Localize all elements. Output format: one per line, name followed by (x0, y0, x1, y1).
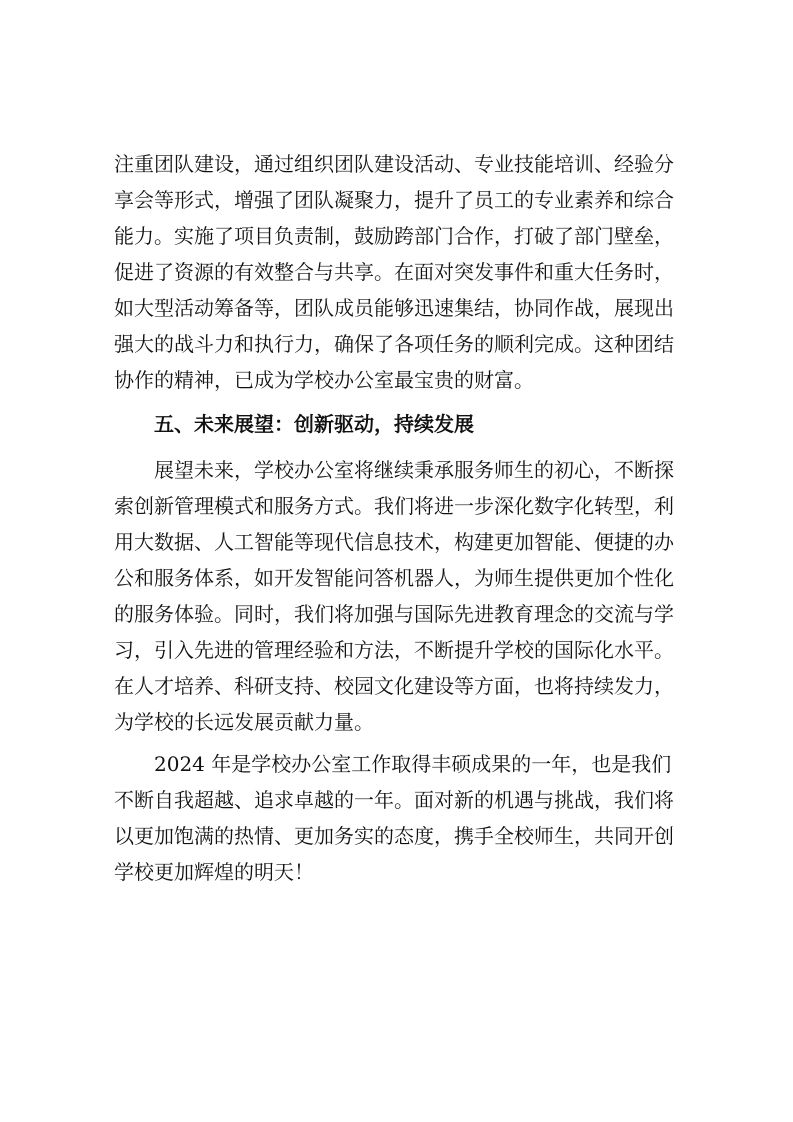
paragraph-line: 促进了资源的有效整合与共享。在面对突发事件和重大任务时， (114, 260, 674, 284)
paragraph-line: 公和服务体系，如开发智能问答机器人，为师生提供更加个性化 (114, 566, 674, 590)
paragraph-line: 展望未来，学校办公室将继续秉承服务师生的初心，不断探 (154, 458, 674, 482)
paragraph-line: 注重团队建设，通过组织团队建设活动、专业技能培训、经验分 (114, 152, 674, 176)
paragraph-line: 如大型活动筹备等，团队成员能够迅速集结，协同作战，展现出 (114, 296, 674, 320)
paragraph-line: 强大的战斗力和执行力，确保了各项任务的顺利完成。这种团结 (114, 332, 674, 356)
paragraph-line: 能力。实施了项目负责制，鼓励跨部门合作，打破了部门壁垒， (114, 224, 674, 248)
section-heading: 五、未来展望：创新驱动，持续发展 (154, 412, 474, 436)
paragraph-line: 索创新管理模式和服务方式。我们将进一步深化数字化转型，利 (114, 494, 674, 518)
paragraph-line: 2024 年是学校办公室工作取得丰硕成果的一年，也是我们 (154, 752, 672, 776)
paragraph-line: 学校更加辉煌的明天！ (114, 860, 314, 884)
paragraph-line: 的服务体验。同时，我们将加强与国际先进教育理念的交流与学 (114, 602, 674, 626)
paragraph-line: 不断自我超越、追求卓越的一年。面对新的机遇与挑战，我们将 (114, 788, 674, 812)
paragraph-line: 享会等形式，增强了团队凝聚力，提升了员工的专业素养和综合 (114, 188, 674, 212)
paragraph-line: 用大数据、人工智能等现代信息技术，构建更加智能、便捷的办 (114, 530, 674, 554)
paragraph-line: 在人才培养、科研支持、校园文化建设等方面，也将持续发力， (114, 674, 674, 698)
paragraph-line: 为学校的长远发展贡献力量。 (114, 710, 374, 734)
paragraph-line: 协作的精神，已成为学校办公室最宝贵的财富。 (114, 368, 534, 392)
paragraph-line: 习，引入先进的管理经验和方法，不断提升学校的国际化水平。 (114, 638, 674, 662)
paragraph-line: 以更加饱满的热情、更加务实的态度，携手全校师生，共同开创 (114, 824, 674, 848)
